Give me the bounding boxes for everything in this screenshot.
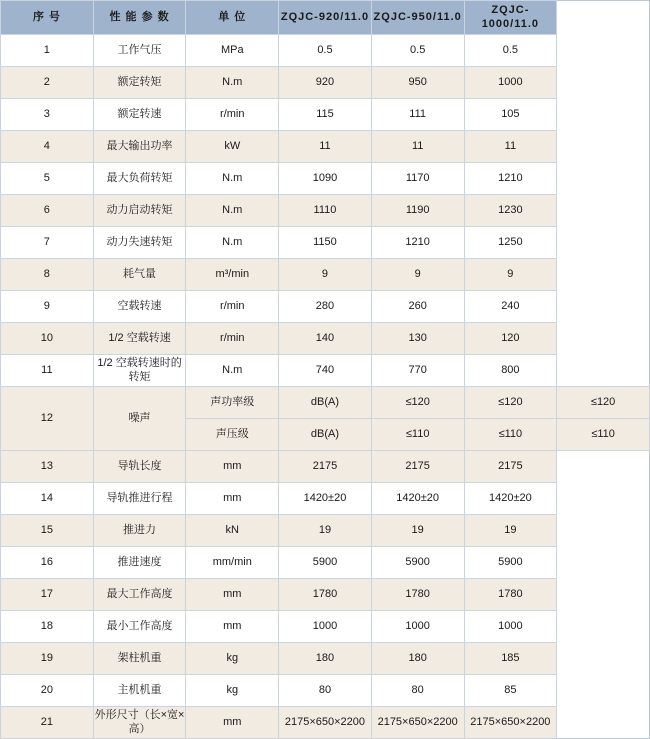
cell-value-2: 950 xyxy=(371,67,464,99)
cell-parameter-sound-power: 声功率级 xyxy=(186,387,279,419)
cell-parameter: 空载转速 xyxy=(93,291,186,323)
cell-parameter: 最大输出功率 xyxy=(93,131,186,163)
cell-no: 18 xyxy=(1,611,94,643)
cell-value-3: 120 xyxy=(464,323,557,355)
cell-unit: m³/min xyxy=(186,259,279,291)
cell-no: 21 xyxy=(1,707,94,739)
cell-parameter: 最小工作高度 xyxy=(93,611,186,643)
cell-value-2: 1170 xyxy=(371,163,464,195)
cell-value-2: 260 xyxy=(371,291,464,323)
cell-no: 8 xyxy=(1,259,94,291)
cell-value-1: 115 xyxy=(279,99,372,131)
cell-value-3: 1230 xyxy=(464,195,557,227)
cell-value-1: 140 xyxy=(279,323,372,355)
cell-value-2: 9 xyxy=(371,259,464,291)
cell-value-3: ≤120 xyxy=(557,387,650,419)
cell-value-2: 80 xyxy=(371,675,464,707)
table-row xyxy=(1,355,650,387)
cell-value-2: 5900 xyxy=(371,547,464,579)
cell-value-1: ≤120 xyxy=(371,387,464,419)
cell-parameter: 1/2 空载转速时的转矩 xyxy=(93,355,186,387)
cell-unit: N.m xyxy=(186,163,279,195)
table-row xyxy=(1,291,650,323)
cell-value-1: ≤110 xyxy=(371,419,464,451)
cell-value-2: ≤110 xyxy=(464,419,557,451)
cell-value-1: 0.5 xyxy=(279,35,372,67)
cell-unit: r/min xyxy=(186,323,279,355)
header-cell-unit: 单 位 xyxy=(186,1,279,35)
table-row xyxy=(1,227,650,259)
cell-parameter: 导轨长度 xyxy=(93,451,186,483)
cell-value-3: 240 xyxy=(464,291,557,323)
cell-value-2: 111 xyxy=(371,99,464,131)
cell-value-1: 80 xyxy=(279,675,372,707)
cell-value-3: 1250 xyxy=(464,227,557,259)
cell-value-1: 9 xyxy=(279,259,372,291)
cell-value-3: 1000 xyxy=(464,67,557,99)
cell-value-1: 5900 xyxy=(279,547,372,579)
table-row xyxy=(1,163,650,195)
cell-value-1: 1150 xyxy=(279,227,372,259)
cell-value-1: 920 xyxy=(279,67,372,99)
cell-value-1: 1780 xyxy=(279,579,372,611)
table-row xyxy=(1,675,650,707)
cell-no: 16 xyxy=(1,547,94,579)
header-cell-model-3: ZQJC-1000/11.0 xyxy=(464,1,557,35)
cell-value-1: 2175×650×2200 xyxy=(279,707,372,739)
cell-unit: N.m xyxy=(186,355,279,387)
table-row xyxy=(1,611,650,643)
cell-unit: mm/min xyxy=(186,547,279,579)
table-row xyxy=(1,483,650,515)
table-row xyxy=(1,515,650,547)
table-row xyxy=(1,707,650,739)
cell-value-3: 9 xyxy=(464,259,557,291)
cell-value-1: 1000 xyxy=(279,611,372,643)
cell-unit: kN xyxy=(186,515,279,547)
cell-parameter: 耗气量 xyxy=(93,259,186,291)
cell-value-2: 11 xyxy=(371,131,464,163)
cell-no: 5 xyxy=(1,163,94,195)
cell-value-1: 180 xyxy=(279,643,372,675)
cell-no: 17 xyxy=(1,579,94,611)
table-header xyxy=(1,1,650,35)
cell-no: 4 xyxy=(1,131,94,163)
cell-unit: kg xyxy=(186,643,279,675)
cell-parameter: 工作气压 xyxy=(93,35,186,67)
cell-no: 3 xyxy=(1,99,94,131)
cell-unit: N.m xyxy=(186,195,279,227)
cell-parameter: 动力启动转矩 xyxy=(93,195,186,227)
cell-value-2: 1000 xyxy=(371,611,464,643)
cell-parameter: 动力失速转矩 xyxy=(93,227,186,259)
cell-unit: kg xyxy=(186,675,279,707)
cell-value-3: 19 xyxy=(464,515,557,547)
cell-value-2: 19 xyxy=(371,515,464,547)
header-row xyxy=(1,1,650,35)
cell-no: 19 xyxy=(1,643,94,675)
cell-no: 9 xyxy=(1,291,94,323)
cell-no: 12 xyxy=(1,387,94,451)
cell-no: 10 xyxy=(1,323,94,355)
cell-no: 20 xyxy=(1,675,94,707)
cell-value-2: 0.5 xyxy=(371,35,464,67)
cell-no: 6 xyxy=(1,195,94,227)
cell-unit: r/min xyxy=(186,99,279,131)
cell-parameter: 导轨推进行程 xyxy=(93,483,186,515)
cell-no: 15 xyxy=(1,515,94,547)
table-row xyxy=(1,579,650,611)
cell-no: 1 xyxy=(1,35,94,67)
cell-unit: dB(A) xyxy=(279,387,372,419)
cell-unit: mm xyxy=(186,579,279,611)
cell-value-2: 1780 xyxy=(371,579,464,611)
table-row xyxy=(1,67,650,99)
cell-value-3: 185 xyxy=(464,643,557,675)
cell-no: 2 xyxy=(1,67,94,99)
table-row xyxy=(1,547,650,579)
cell-unit: mm xyxy=(186,451,279,483)
cell-value-1: 280 xyxy=(279,291,372,323)
header-cell-model-2: ZQJC-950/11.0 xyxy=(371,1,464,35)
cell-value-2: 770 xyxy=(371,355,464,387)
table-row-noise-power xyxy=(1,387,650,419)
cell-parameter: 推进力 xyxy=(93,515,186,547)
cell-parameter-noise: 噪声 xyxy=(93,387,186,451)
cell-no: 14 xyxy=(1,483,94,515)
cell-unit: mm xyxy=(186,483,279,515)
cell-value-3: 105 xyxy=(464,99,557,131)
cell-value-3: 85 xyxy=(464,675,557,707)
cell-parameter: 额定转速 xyxy=(93,99,186,131)
cell-value-2: 1210 xyxy=(371,227,464,259)
table-body xyxy=(1,35,650,739)
table-row xyxy=(1,259,650,291)
cell-value-3: 1420±20 xyxy=(464,483,557,515)
cell-value-1: 1420±20 xyxy=(279,483,372,515)
cell-value-2: 2175×650×2200 xyxy=(371,707,464,739)
cell-unit: N.m xyxy=(186,227,279,259)
cell-value-2: 1190 xyxy=(371,195,464,227)
cell-parameter: 主机机重 xyxy=(93,675,186,707)
cell-parameter: 1/2 空载转速 xyxy=(93,323,186,355)
cell-value-3: 1000 xyxy=(464,611,557,643)
cell-value-3: 5900 xyxy=(464,547,557,579)
table-row xyxy=(1,35,650,67)
cell-no: 11 xyxy=(1,355,94,387)
table-row xyxy=(1,643,650,675)
table-row xyxy=(1,323,650,355)
table-row xyxy=(1,131,650,163)
cell-value-2: 180 xyxy=(371,643,464,675)
cell-parameter: 推进速度 xyxy=(93,547,186,579)
cell-parameter: 最大负荷转矩 xyxy=(93,163,186,195)
cell-unit: MPa xyxy=(186,35,279,67)
cell-unit: mm xyxy=(186,611,279,643)
cell-value-2: 2175 xyxy=(371,451,464,483)
cell-value-1: 2175 xyxy=(279,451,372,483)
cell-value-3: 11 xyxy=(464,131,557,163)
cell-value-1: 1090 xyxy=(279,163,372,195)
cell-value-3: 800 xyxy=(464,355,557,387)
cell-value-3: 2175 xyxy=(464,451,557,483)
cell-unit: mm xyxy=(186,707,279,739)
header-cell-parameter: 性 能 参 数 xyxy=(93,1,186,35)
cell-value-1: 1110 xyxy=(279,195,372,227)
cell-parameter-sound-pressure: 声压级 xyxy=(186,419,279,451)
cell-parameter: 额定转矩 xyxy=(93,67,186,99)
cell-value-2: 1420±20 xyxy=(371,483,464,515)
cell-no: 7 xyxy=(1,227,94,259)
header-cell-model-1: ZQJC-920/11.0 xyxy=(279,1,372,35)
cell-value-3: ≤110 xyxy=(557,419,650,451)
cell-value-3: 2175×650×2200 xyxy=(464,707,557,739)
cell-value-1: 19 xyxy=(279,515,372,547)
cell-value-2: 130 xyxy=(371,323,464,355)
cell-value-3: 1780 xyxy=(464,579,557,611)
cell-unit: dB(A) xyxy=(279,419,372,451)
header-cell-no: 序 号 xyxy=(1,1,94,35)
cell-value-3: 1210 xyxy=(464,163,557,195)
cell-no: 13 xyxy=(1,451,94,483)
table-row xyxy=(1,451,650,483)
cell-value-3: 0.5 xyxy=(464,35,557,67)
cell-value-2: ≤120 xyxy=(464,387,557,419)
cell-unit: kW xyxy=(186,131,279,163)
table-row xyxy=(1,195,650,227)
cell-value-1: 740 xyxy=(279,355,372,387)
cell-parameter: 外形尺寸（长×宽×高） xyxy=(93,707,186,739)
cell-unit: N.m xyxy=(186,67,279,99)
table-row xyxy=(1,99,650,131)
cell-parameter: 架柱机重 xyxy=(93,643,186,675)
cell-unit: r/min xyxy=(186,291,279,323)
cell-value-1: 11 xyxy=(279,131,372,163)
cell-parameter: 最大工作高度 xyxy=(93,579,186,611)
